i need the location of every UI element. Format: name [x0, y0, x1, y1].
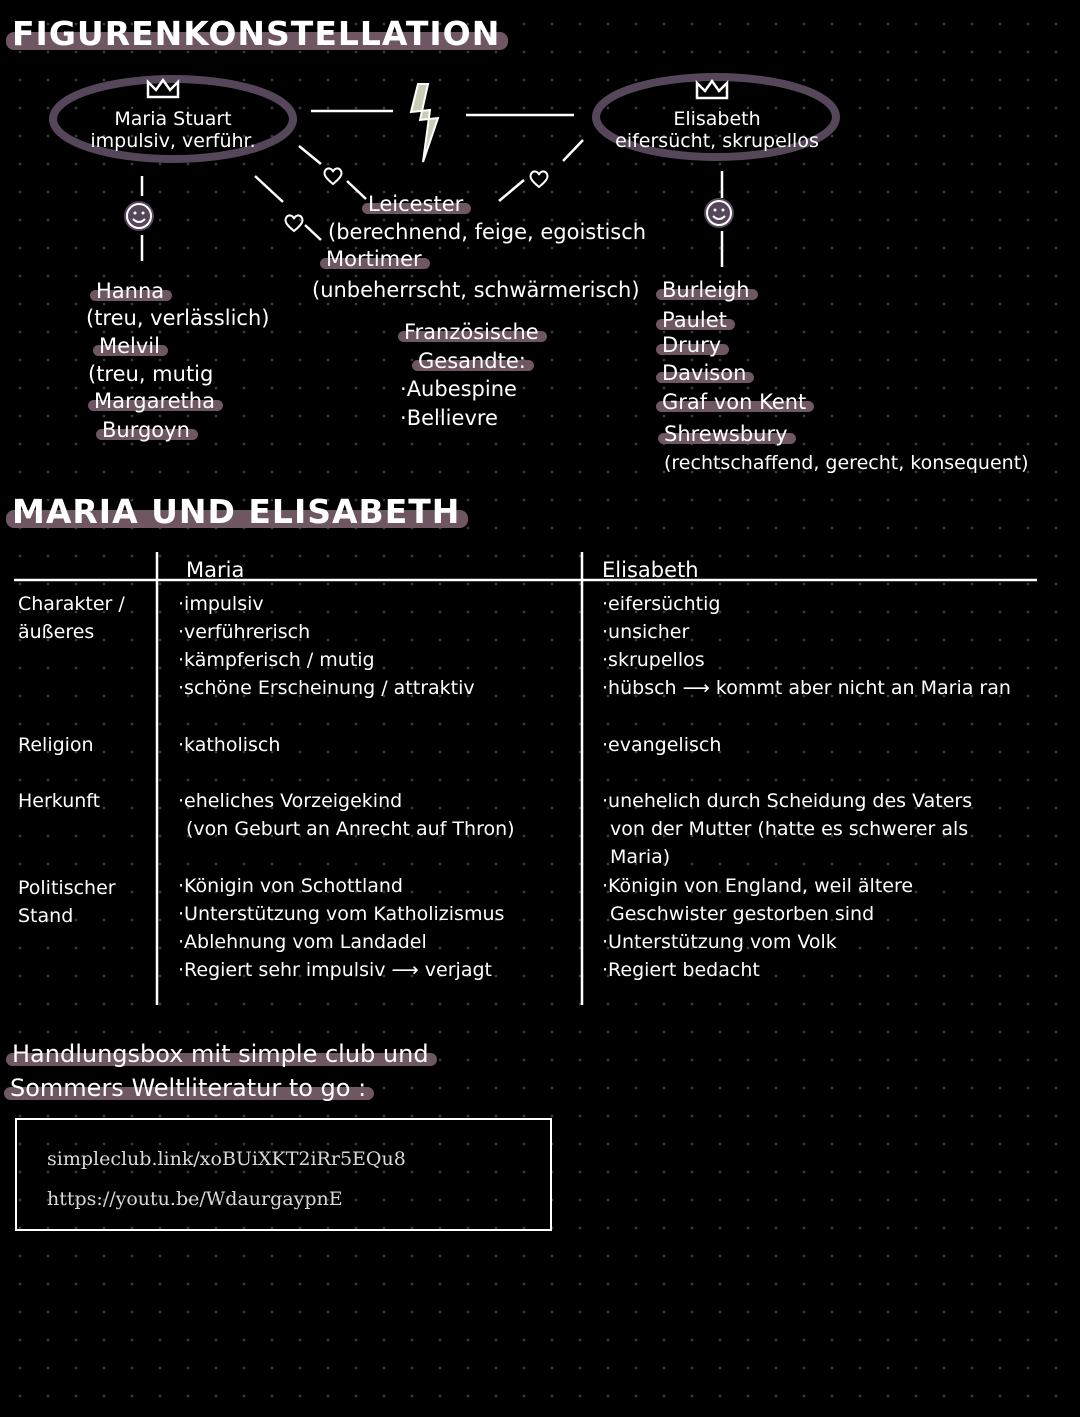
shrewsbury-traits: (rechtschaffend, gerecht, konsequent): [664, 452, 1029, 474]
french-label: Gesandte:: [418, 349, 526, 373]
handlung-heading: Handlungsbox mit simple club und: [12, 1040, 429, 1068]
ally-name: Margaretha: [94, 389, 215, 413]
heart-icon: [530, 171, 547, 187]
leicester-traits: (berechnend, feige, egoistisch: [328, 220, 647, 244]
french-label: Französische: [404, 320, 539, 344]
row-label-charakter: Charakter / äußeres: [18, 593, 125, 643]
ally-name: Burleigh: [662, 278, 750, 302]
ally-name: Paulet: [662, 308, 727, 332]
page-title: FIGURENKONSTELLATION: [12, 14, 501, 53]
simpleclub-link[interactable]: simpleclub.link/xoBUiXKT2iRr5EQu8: [47, 1148, 406, 1170]
mortimer-traits: (unbeherrscht, schwärmerisch): [312, 278, 640, 302]
elisabeth-charakter: ·eifersüchtig ·unsicher ·skrupellos ·hübsch ⟶ kommt aber nicht an Maria ran: [602, 593, 1011, 699]
elisabeth-herkunft: ·unehelich durch Scheidung des Vaters von der Mutter (hatte es schwerer als Maria): [602, 790, 973, 868]
heart-icon: [324, 168, 341, 184]
maria-stuart-node: Maria Stuart impulsiv, verführ.: [90, 108, 256, 152]
table-header-elisabeth: Elisabeth: [602, 558, 699, 582]
smiley-icon: [124, 201, 154, 231]
ally-name: Burgoyn: [102, 418, 190, 442]
ally-name: Shrewsbury: [664, 422, 788, 446]
french-member: ·Aubespine: [400, 377, 517, 401]
ally-name: Graf von Kent: [662, 390, 807, 414]
elisabeth-politischer-stand: ·Königin von England, weil ältere Geschwister gestorben sind ·Unterstützung vom Volk ·Regiert bedacht: [602, 875, 914, 981]
leicester-name: Leicester: [368, 192, 464, 216]
elisabeth-node: Elisabeth eifersücht, skrupellos: [615, 108, 819, 152]
mortimer-name: Mortimer: [326, 247, 422, 271]
lightning-icon: [411, 84, 438, 162]
heart-icon: [285, 215, 302, 231]
ally-name: Drury: [662, 333, 722, 357]
ally-name: Davison: [662, 361, 747, 385]
table-header-maria: Maria: [186, 558, 245, 582]
row-label-politischer-stand: Politischer Stand: [18, 877, 116, 927]
crown-icon: [697, 81, 727, 98]
youtube-link[interactable]: https://youtu.be/WdaurgaypnE: [47, 1188, 343, 1210]
ally-traits: (treu, verlässlich): [86, 306, 270, 330]
maria-religion: ·katholisch: [178, 734, 281, 756]
french-member: ·Bellievre: [400, 406, 498, 430]
link-box: [15, 1118, 552, 1231]
smiley-icon: [704, 198, 734, 228]
handlung-heading: Sommers Weltliteratur to go :: [10, 1074, 367, 1102]
ally-name: Melvil: [99, 334, 160, 358]
section-title: MARIA UND ELISABETH: [12, 492, 461, 531]
row-label-religion: Religion: [18, 734, 94, 756]
maria-herkunft: ·eheliches Vorzeigekind (von Geburt an Anrecht auf Thron): [178, 790, 515, 840]
elisabeth-religion: ·evangelisch: [602, 734, 722, 756]
maria-politischer-stand: ·Königin von Schottland ·Unterstützung vom Katholizismus ·Ablehnung vom Landadel ·Regiert sehr impulsiv ⟶ verjagt: [178, 875, 505, 981]
ally-name: Hanna: [96, 279, 165, 303]
row-label-herkunft: Herkunft: [18, 790, 101, 812]
ally-traits: (treu, mutig: [88, 362, 214, 386]
maria-charakter: ·impulsiv ·verführerisch ·kämpferisch / mutig ·schöne Erscheinung / attraktiv: [178, 593, 475, 699]
